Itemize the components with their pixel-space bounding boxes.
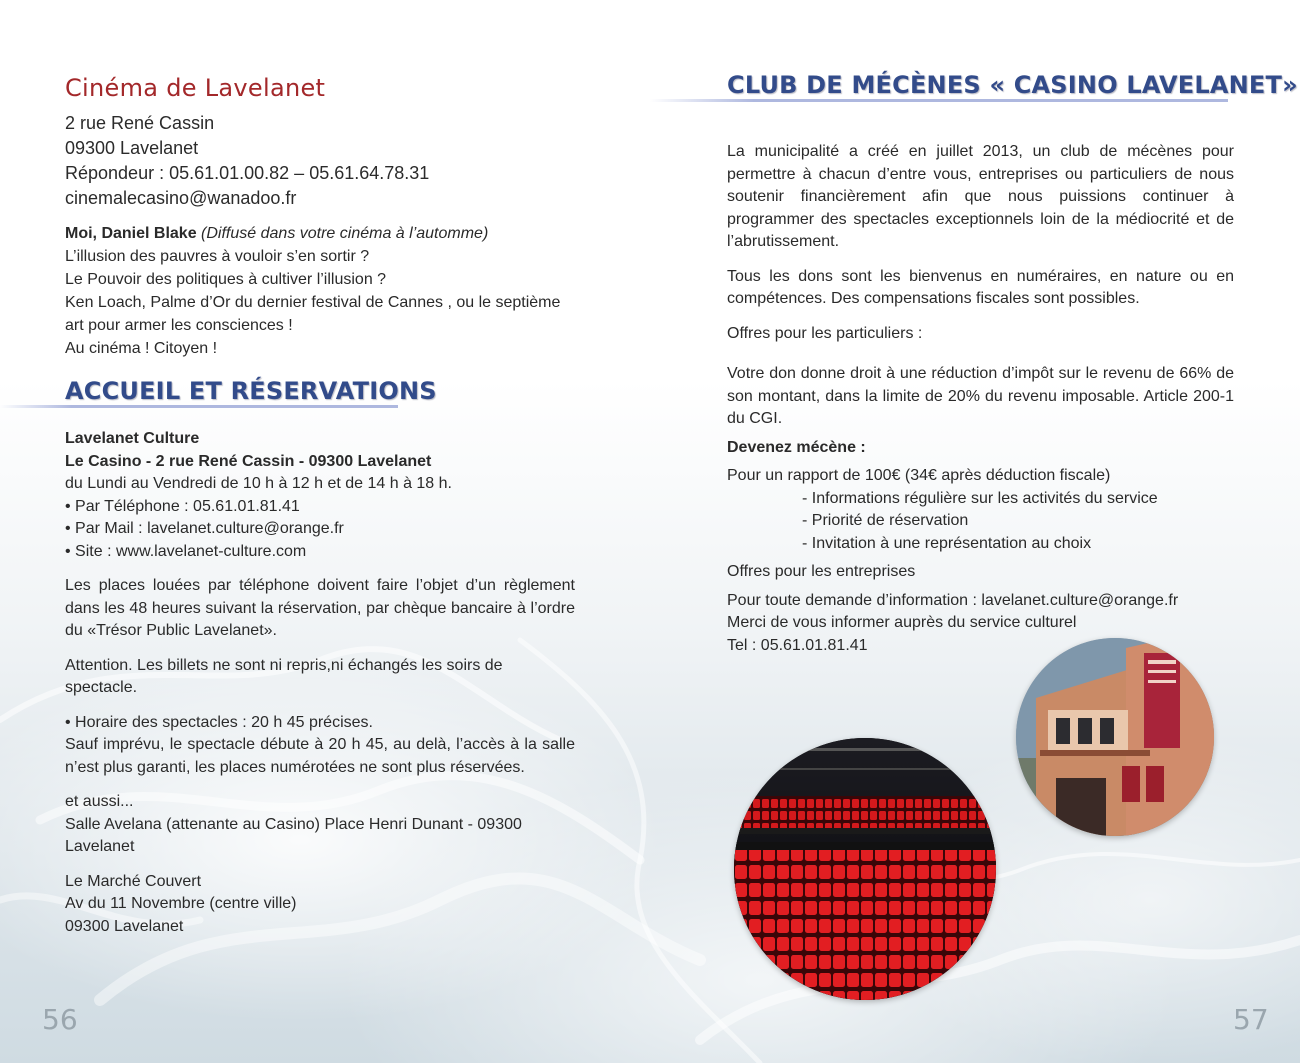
schedule-text: Sauf imprévu, le spectacle débute à 20 h 45, au delà, l’accès à la salle n’est plus garanti, les places numérotées ne sont plus réservées. bbox=[65, 736, 575, 776]
contact-mail[interactable]: • Par Mail : lavelanet.culture@orange.fr bbox=[65, 520, 344, 537]
benefit-item: - Informations régulière sur les activités du service bbox=[802, 489, 1158, 507]
market-street: Av du 11 Novembre (centre ville) bbox=[65, 895, 297, 912]
film-line: L’illusion des pauvres à vouloir s’en sortir ? bbox=[65, 248, 370, 265]
schedule-line: • Horaire des spectacles : 20 h 45 précises. bbox=[65, 713, 373, 731]
inform-line: Merci de vous informer auprès du service culturel bbox=[727, 614, 1077, 631]
market-city: 09300 Lavelanet bbox=[65, 917, 184, 935]
payment-text: Les places louées par téléphone doivent faire l’objet d’un règlement dans les 48 heures suivant la réservation, par chèque bancaire à l’ordre du «Trésor Public Lavelanet». bbox=[65, 577, 575, 639]
cinema-title: Cinéma de Lavelanet bbox=[65, 74, 326, 102]
film-line: Le Pouvoir des politiques à cultiver l’illusion ? bbox=[65, 271, 387, 288]
info-line: Pour toute demande d’information : lavelanet.culture@orange.fr bbox=[727, 591, 1179, 609]
address-phone: Répondeur : 05.61.01.00.82 – 05.61.64.78.31 bbox=[65, 163, 430, 183]
accueil-section bbox=[65, 428, 575, 938]
accueil-title-rule bbox=[0, 405, 398, 408]
theater-seats-photo bbox=[734, 738, 996, 1000]
tel-line: Tel : 05.61.01.81.41 bbox=[727, 636, 868, 654]
film-feature bbox=[65, 222, 575, 360]
casino-building-photo bbox=[1016, 638, 1214, 836]
also-label: et aussi... bbox=[65, 793, 134, 810]
address-city: 09300 Lavelanet bbox=[65, 138, 199, 158]
film-line: Ken Loach, Palme d’Or du dernier festival de Cannes , ou le septième art pour armer les consciences ! bbox=[65, 294, 561, 334]
right-page bbox=[650, 0, 1300, 1063]
club-intro: La municipalité a créé en juillet 2013, un club de mécènes pour permettre à chacun d’entre vous, entreprises ou particuliers de nous soutenir financièrement afin que nous puissions continuer à programmer des spectacles exceptionnels loin de la médiocrité et de l’abrutissement. bbox=[727, 143, 1234, 250]
accueil-title: ACCUEIL ET RÉSERVATIONS bbox=[65, 377, 437, 405]
page-number-right: 57 bbox=[1233, 1003, 1269, 1036]
benefit-item: - Priorité de réservation bbox=[802, 512, 969, 529]
film-title: Moi, Daniel Blake bbox=[65, 225, 197, 242]
org-name: Lavelanet Culture bbox=[65, 430, 200, 447]
address-email[interactable]: cinemalecasino@wanadoo.fr bbox=[65, 188, 297, 208]
tax-text: Votre don donne droit à une réduction d’impôt sur le revenu de 66% de son montant, dans la limite de 20% du revenu imposable. Article 200-1 du CGI. bbox=[727, 365, 1234, 427]
office-hours: du Lundi au Vendredi de 10 h à 12 h et de 14 h à 18 h. bbox=[65, 475, 452, 492]
also-venue: Salle Avelana (attenante au Casino) Place Henri Dunant - 09300 Lavelanet bbox=[65, 815, 522, 855]
become-label: Devenez mécène : bbox=[727, 438, 866, 456]
offers-companies: Offres pour les entreprises bbox=[727, 563, 916, 580]
club-donations: Tous les dons sont les bienvenus en numéraires, en nature ou en compétences. Des compensations fiscales sont possibles. bbox=[727, 267, 1234, 307]
address-street: 2 rue René Cassin bbox=[65, 113, 215, 133]
cinema-address bbox=[65, 111, 429, 211]
club-title-rule bbox=[650, 99, 1228, 102]
org-address: Le Casino - 2 rue René Cassin - 09300 Lavelanet bbox=[65, 452, 432, 470]
club-title: CLUB DE MÉCÈNES « CASINO LAVELANET» bbox=[727, 71, 1298, 99]
contact-site[interactable]: • Site : www.lavelanet-culture.com bbox=[65, 542, 307, 560]
contact-phone: • Par Téléphone : 05.61.01.81.41 bbox=[65, 497, 300, 515]
page-number-left: 56 bbox=[42, 1003, 78, 1036]
report-line: Pour un rapport de 100€ (34€ après déduction fiscale) bbox=[727, 467, 1111, 484]
benefit-item: - Invitation à une représentation au choix bbox=[802, 534, 1092, 552]
film-line: Au cinéma ! Citoyen ! bbox=[65, 340, 218, 357]
market-name: Le Marché Couvert bbox=[65, 872, 202, 890]
club-section bbox=[727, 141, 1234, 657]
film-note: (Diffusé dans votre cinéma à l’automme) bbox=[201, 225, 489, 242]
attention-text: Attention. Les billets ne sont ni repris,ni échangés les soirs de spectacle. bbox=[65, 656, 503, 696]
offers-individuals: Offres pour les particuliers : bbox=[727, 324, 923, 342]
